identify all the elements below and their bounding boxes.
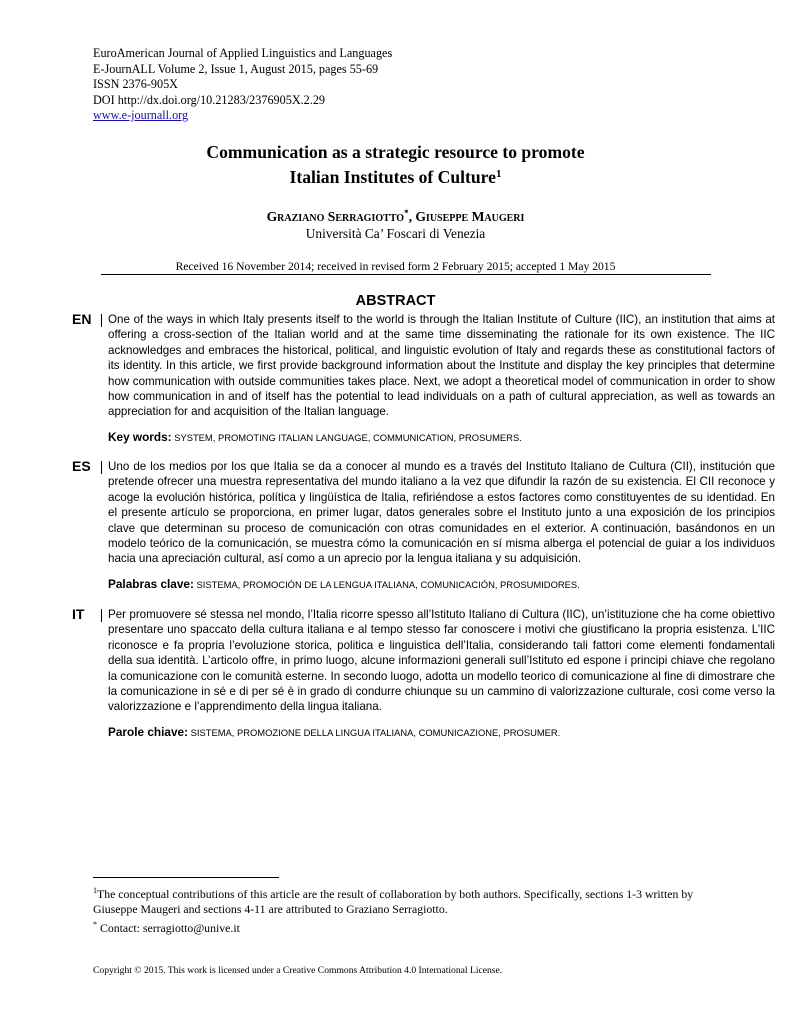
- footnotes: [93, 883, 703, 936]
- article-title: [0, 141, 791, 188]
- abstract-text-en: One of the ways in which Italy presents itself to the world is through the Italian Institute of Culture (IIC), an institution that aims at offering a cross-section of the Italian world and at the same time disseminating the rationale for its own existence. The IIC acknowledges and embraces the historical, political, and linguistic evolution of Italy and regards these as constitutional factors of its identity. In this article, we first provide background information about the Institute and display the key principles that determine how communication with outside communities takes place. Next, we adopt a theoretical model of communication in order to show how communication in and of itself has the potential to lead individuals on a path of cultural appreciation, as well as towards an appreciation for and acquisition of the Italian language.: [108, 313, 775, 419]
- footnote-2: [93, 917, 703, 936]
- lang-code-es: ES: [72, 458, 91, 474]
- author-separator: ,: [408, 209, 416, 224]
- title-line-1: Communication as a strategic resource to promote: [206, 142, 585, 162]
- keywords-list-en: SYSTEM, PROMOTING ITALIAN LANGUAGE, COMMUNICATION, PROSUMERS.: [171, 432, 522, 443]
- abstract-text-es: Uno de los medios por los que Italia se da a conocer al mundo es a través del Instituto Italiano de Cultura (CII), institución que pretende ofrecer una muestra representativa del mundo italiano a la vez que difundir la razón de su existencia. El CII reconoce y acoge la evolución histórica, política y lingüística de Italia, refiriéndose a estos factores como constituyentes de su identidad. En el presente artículo se proporciona, en primer lugar, datos generales sobre el Instituto junto a una exposición de los principios clave que determinan su proceso de comunicación con otras comunidades en el exterior. A continuación, basándonos en un modelo teórico de la comunicación, se muestra cómo la comunicación en sí misma alberga el potencial de guiar a los individuos hacia una apreciación cultural, así como a un aprecio por la lengua italiana y su adquisición.: [108, 460, 775, 566]
- lang-code-it: IT: [72, 606, 85, 622]
- affiliation: Università Ca’ Foscari di Venezia: [305, 226, 486, 241]
- author-block: [0, 205, 791, 242]
- footnote-1: [93, 883, 703, 917]
- keywords-label-es: Palabras clave:: [108, 577, 194, 591]
- author-1-mark: *: [404, 208, 409, 218]
- title-footnote-mark: 1: [495, 168, 502, 180]
- received-dates: Received 16 November 2014; received in revised form 2 February 2015; accepted 1 May 2015: [175, 260, 616, 273]
- footnote-rule: [93, 877, 279, 878]
- journal-issn: ISSN 2376-905X: [93, 77, 178, 91]
- journal-issue: E-JournALL Volume 2, Issue 1, August 2015, pages 55-69: [93, 61, 379, 76]
- footnote-2-text: Contact: serragiotto@unive.it: [97, 921, 240, 935]
- journal-header: [93, 46, 392, 124]
- lang-code-en: EN: [72, 311, 92, 327]
- lang-divider: [101, 609, 102, 622]
- keywords-es: [108, 577, 775, 591]
- header-divider: [101, 274, 711, 275]
- keywords-en: [108, 430, 775, 444]
- footnote-1-mark: 1: [93, 886, 97, 895]
- abstract-text-it: Per promuovere sé stessa nel mondo, l’Italia ricorre spesso all’Istituto Italiano di Cultura (IIC), un’istituzione che ha come obiettivo presentare uno spaccato della cultura italiana e al tempo stesso far conoscere i motivi che giustificano la propria esistenza. L’IIC riconosce e fa propria l’evoluzione storica, politica e linguistica dell’Italia, considerando tali fattori come elementi fondamentali della sua identità. L’articolo offre, in primo luogo, alcune informazioni generali sull’Istituto ed espone i principi chiave che regolano la comunicazione con le comunità esterne. In secondo luogo, adotta un modello teorico di comunicazione al fine di dimostrare che la comunicazione in sé e di per sé è in grado di condurre chiunque su un cammino di valorizzazione culturale, così come verso la valorizzazione e l’apprendimento della lingua italiana.: [108, 608, 775, 714]
- keywords-list-it: SISTEMA, PROMOZIONE DELLA LINGUA ITALIANA, COMUNICAZIONE, PROSUMER.: [188, 727, 561, 738]
- author-2: Giuseppe Maugeri: [415, 209, 525, 224]
- keywords-it: [108, 725, 775, 739]
- journal-name: EuroAmerican Journal of Applied Linguistics and Languages: [93, 46, 393, 60]
- author-1: Graziano Serragiotto: [266, 209, 405, 224]
- footnote-1-text: The conceptual contributions of this article are the result of collaboration by both authors. Specifically, sections 1-3 written by Giuseppe Maugeri and sections 4-11 are attributed to Graziano Serragiotto.: [93, 887, 694, 916]
- keywords-list-es: SISTEMA, PROMOCIÓN DE LA LENGUA ITALIANA, COMUNICACIÓN, PROSUMIDORES.: [193, 579, 580, 590]
- footnote-2-mark: *: [93, 920, 97, 929]
- journal-doi: DOI http://dx.doi.org/10.21283/2376905X.2.29: [93, 92, 326, 107]
- lang-divider: [101, 314, 102, 327]
- lang-divider: [101, 461, 102, 474]
- copyright-notice: Copyright © 2015. This work is licensed under a Creative Commons Attribution 4.0 International License.: [93, 965, 503, 976]
- keywords-label-it: Parole chiave:: [108, 725, 188, 739]
- title-line-2: Italian Institutes of Culture: [289, 167, 496, 187]
- keywords-label-en: Key words:: [108, 430, 172, 444]
- journal-link[interactable]: www.e-journall.org: [93, 108, 189, 122]
- abstract-heading: ABSTRACT: [355, 293, 436, 309]
